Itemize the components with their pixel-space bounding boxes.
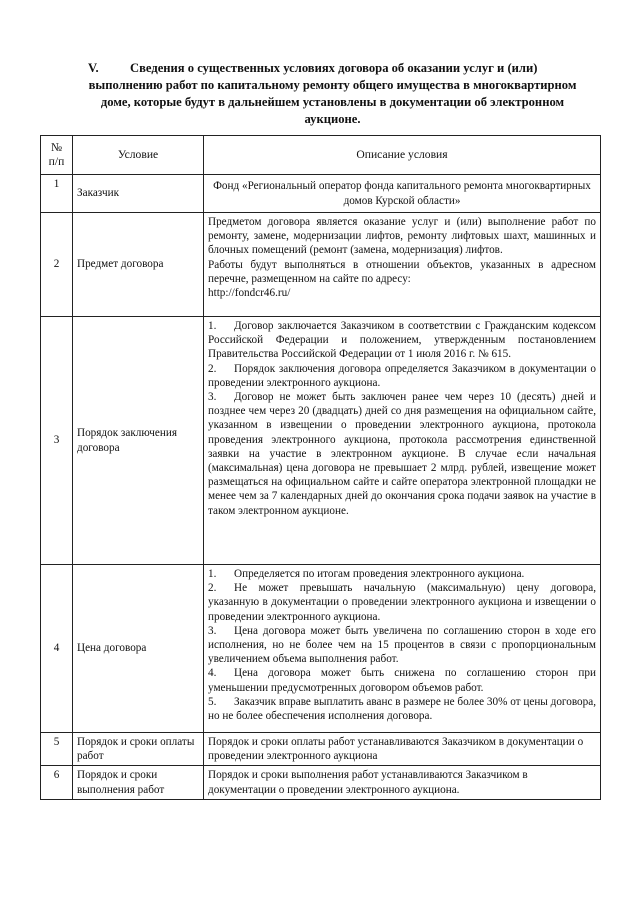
row-description — [204, 565, 601, 733]
section-number: V. — [88, 61, 99, 75]
list-item: 1. Определяется по итогам проведения электронного аукциона. — [208, 568, 525, 580]
row-number: 2 — [41, 213, 73, 317]
heading-line-3: доме, которые будут в дальнейшем установлены в документации об электронном — [100, 95, 565, 109]
list-item: 4. Цена договора может быть снижена по соглашению сторон при уменьшении предусмотренных договором объемов работ. — [208, 667, 596, 694]
table-row — [41, 317, 601, 565]
header-description: Описание условия — [204, 136, 601, 175]
fund-website-link[interactable]: http://fondcr46.ru/ — [208, 287, 291, 300]
list-item: 2. Порядок заключения договора определяется Заказчиком в документации о проведении электронного аукциона. — [208, 362, 596, 389]
subject-paragraph: Предметом договора является оказание услуг и (или) выполнение работ по ремонту, замене, модернизации лифтов, ремонту лифтовых шахт, машинных и блочных помещений (ремонт (замена, модернизация) лифтов. — [208, 216, 596, 257]
table-row — [41, 175, 601, 213]
row-condition: Предмет договора — [73, 213, 204, 317]
list-item: 1. Договор заключается Заказчиком в соответствии с Гражданским кодексом Российской Федерации и положением, утвержденным постановлением Правительства Российской Федерации от 1 июля 2016 г. № 615. — [208, 320, 596, 361]
row-description — [204, 213, 601, 317]
row-description: Фонд «Региональный оператор фонда капитального ремонта многоквартирных домов Курской области» — [204, 175, 601, 213]
list-item: 3. Договор не может быть заключен ранее чем через 10 (десять) дней и позднее чем через 20 (двадцать) дней со дня размещения на официальном сайте, указанном в извещении о проведении электронного аукциона, протокола проведения электронного аукциона, протокола рассмотрения единственной заявки на участие в электронном аукционе. В случае если начальная (максимальная) цена договора не превышает 2 млрд. рублей, извещение может размещаться на официальном сайте и сайте оператора электронной площадки не менее чем за 7 календарных дней до окончания срока подачи заявок на участие в таком электронном аукционе. — [208, 391, 596, 517]
row-number: 4 — [41, 565, 73, 733]
heading-line-2: выполнению работ по капитальному ремонту общего имущества в многоквартирном — [88, 78, 577, 92]
row-number: 3 — [41, 317, 73, 565]
table-row — [41, 213, 601, 317]
header-condition: Условие — [73, 136, 204, 175]
heading-line-4: аукционе. — [304, 112, 361, 126]
row-number: 5 — [41, 733, 73, 766]
header-num: № п/п — [41, 136, 73, 175]
section-heading — [70, 60, 595, 128]
row-description: Порядок и сроки выполнения работ устанавливаются Заказчиком в документации о проведении электронного аукциона. — [204, 766, 601, 799]
row-number: 1 — [41, 175, 73, 213]
table-row — [41, 733, 601, 766]
row-description — [204, 317, 601, 565]
table-row — [41, 766, 601, 799]
heading-line-1: Сведения о существенных условиях договора об оказании услуг и (или) — [130, 61, 538, 75]
row-condition: Порядок заключения договора — [73, 317, 204, 565]
address-paragraph: Работы будут выполняться в отношении объектов, указанных в адресном перечне, размещенном на сайте по адресу: — [208, 258, 596, 285]
table-row — [41, 565, 601, 733]
row-condition: Заказчик — [73, 175, 204, 213]
row-condition: Цена договора — [73, 565, 204, 733]
row-description: Порядок и сроки оплаты работ устанавливаются Заказчиком в документации о проведении электронного аукциона — [204, 733, 601, 766]
list-item: 3. Цена договора может быть увеличена по соглашению сторон в ходе его исполнения, но не более чем на 15 процентов в связи с пропорциональным увеличением объема выполнения работ. — [208, 624, 596, 666]
list-item: 2. Не может превышать начальную (максимальную) цену договора, указанную в документации о проведении электронного аукциона и извещении о проведении электронного аукциона. — [208, 582, 596, 623]
row-number: 6 — [41, 766, 73, 799]
row-condition: Порядок и сроки оплаты работ — [73, 733, 204, 766]
table-header-row — [41, 136, 601, 175]
list-item: 5. Заказчик вправе выплатить аванс в размере не более 30% от цены договора, но не более обеспечения исполнения договора. — [208, 695, 596, 723]
conditions-table — [40, 135, 601, 800]
row-condition: Порядок и сроки выполнения работ — [73, 766, 204, 799]
